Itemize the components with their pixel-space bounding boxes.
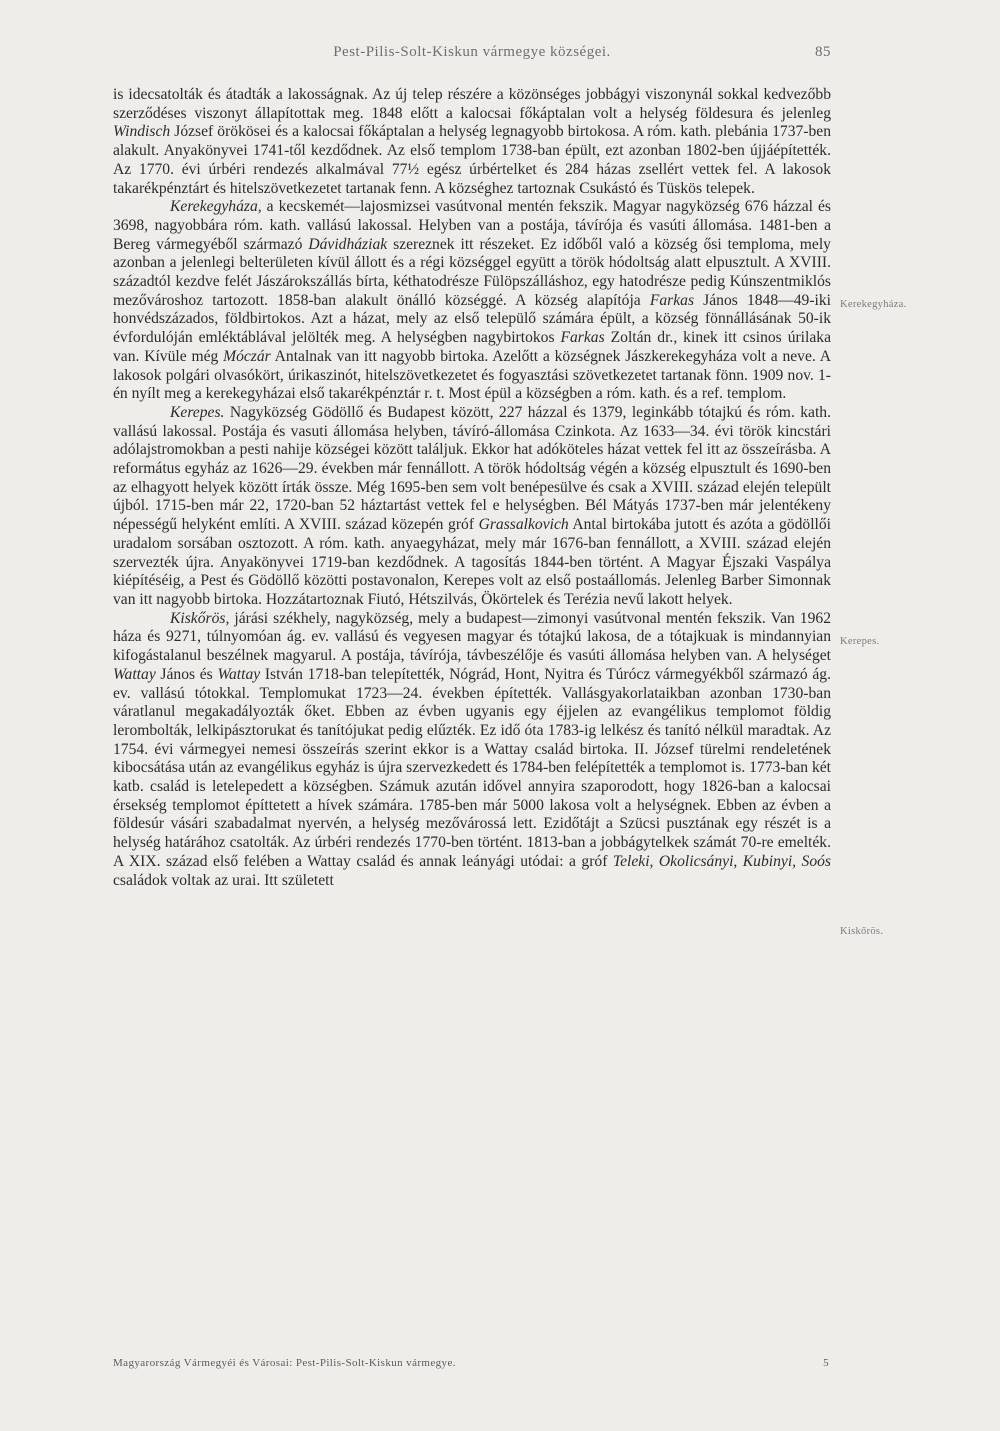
text-run: a kecskemét—lajosmizsei vasútvonal mentén fekszik. Magyar nagyközség 676 házzal és 3698, nagyobbára róm. kath. vallású lakossal. Helyben van a postája, távírója és vasúti állomása. 1481-ben a Bereg vármegyéből származó xyxy=(113,198,831,253)
text-run: Zoltán dr., kinek itt csinos úrilaka van. Kívüle még xyxy=(113,329,831,365)
text-run: szereznek itt részeket. Ez időből való a község ősi temploma, mely azonban a jelenlegi belterületen kívül állott és a régi községgel együtt a török hódoltság alatt elpusztult. A XVIII. századtól kezdve felét Jászárokszállás bírta, kéthatodrésze Fülöpszálláshoz, egy hatodrésze pedig Kúnszentmiklós mezővároshoz tartozott. 1858-ban alakult önálló községgé. A község alapítója xyxy=(113,235,831,309)
italic-name: Teleki, Okolicsányi, Kubinyi, Soós xyxy=(612,852,831,870)
text-run: is idecsatolták és átadták a lakosságnak. Az új telep részére a közönséges jobbágyi viszonynál sokkal kedvezőbb szerződéses viszonyt állapítottak meg. 1848 előtt a kalocsai főkáptalan volt a helység földesura és jelenleg xyxy=(113,86,831,122)
paragraph-1 xyxy=(113,198,831,404)
text-run: családok voltak az urai. Itt született xyxy=(113,871,334,889)
italic-name: Dávidháziak xyxy=(308,235,388,253)
italic-name: Grassalkovich xyxy=(478,516,569,534)
text-run: Nagyközség Gödöllő és Budapest között, 227 házzal és 1379, leginkább tótajkú és róm. kath. vallású lakossal. Postája és vasuti állomása helyben, távíró-állomása Czinkota. Az 1633—34. évi török kincstári adólajstromokban a pesti nahije községei között találjuk. Ekkor hat adóköteles házat vettek fel itt az összeírásba. A református egyház az 1626—29. években már fennállott. A török hódoltság végén a község elpusztult és 1690-ben az elhagyott helyek között írták össze. Még 1695-ben sem volt benépesülve és csak a XVIII. század elején települt újból. 1715-ben már 22, 1720-ban 52 háztartást vettek fel e helységben. Bél Mátyás 1737-ben már jelentékeny népességű helyként említi. A XVIII. század közepén gróf xyxy=(113,403,831,534)
text-run: járási székhely, nagyközség, mely a budapest—zimonyi vasútvonal mentén fekszik. Van 1962 háza és 9271, túlnyomóan ág. ev. vallású és vegyesen magyar és tótajkú lakosa, de a tótajkuak is mindannyian kifogástalanul beszélnek magyarul. A postája, távírója, távbeszélője és vasúti állomása helyben van. A helységet xyxy=(113,609,831,665)
text-run: János 1848—49-iki honvédszázados, földbirtokos. Azt a házat, mely az első települő számára épült, a község fönnállásának 50-ik évfordulóján emléktáblával jelölték meg. A helységben nagybirtokos xyxy=(113,291,831,347)
text-run: József örökösei és a kalocsai főkáptalan a helység legnagyobb birtokosa. A róm. kath. plebánia 1737-ben alakult. Anyakönyvei 1741-től kezdődnek. Az első templom 1738-ban épült, ezt azonban 1802-ben újjáépítették. Az 1770. évi úrbéri rendezés alkalmával 77½ egész úrbértelket és 284 házas zsellért vettek fel. A lakosok takarékpénztárt és hitelszövetkezetet tartanak fenn. A községhez tartoznak Csukástó és Tüskös telepek. xyxy=(113,123,831,197)
paragraph-2 xyxy=(113,404,831,610)
italic-name: Wattay xyxy=(113,665,156,683)
italic-name: Windisch xyxy=(113,123,171,141)
text-run: István 1718-ban telepítették, Nógrád, Hont, Nyitra és Túrócz vármegyékből származó ág. ev. vallású tótokkal. Templomukat 1723—24. években építették. Vallásgyakorlataikban azonban 1730-ban váratlanul megakadályozták őket. Ebben az évben ugyanis egy éjjelen az evangélikus templomot földig lerombolták, lelkipásztorukat és tanítójukat pedig elűzték. Ez idő óta 1783-ig lelkész és tanító nélkül maradtak. Az 1754. évi vármegyei nemesi összeírás szerint ekkor is a Wattay család birtoka. II. József türelmi rendeletének kibocsátása után az evangélikus egyház is újra szervezkedett és 1784-ben felépítették a templomot is. 1773-ban két katb. család is letelepedett a községben. Számuk azután idővel annyira szaporodott, hogy 1826-ban a kalocsai érsekség templomot építtetett a hívek számára. 1785-ben már 5000 lakosa volt a helységnek. Ebben az évben a földesúr vásári szabadalmat nyervén, a helység mezővárossá lett. Ezidőtájt a Szücsi pusztának egy részét is a helység határához csatolták. Az úrbéri rendezés 1770-ben történt. 1813-ban a jobbágytelkek számát 70-re emelték. A XIX. század első felében a Wattay család és annak leányági utódai: a gróf xyxy=(113,665,831,870)
footer-signature-number: 5 xyxy=(823,1357,829,1369)
italic-name: Wattay xyxy=(217,665,261,683)
running-title: Pest-Pilis-Solt-Kiskun vármegye községei. xyxy=(333,44,611,60)
italic-name: Kerekegyháza, xyxy=(170,198,262,216)
margin-note-kiskoros: Kiskőrös. xyxy=(840,926,884,937)
paragraph-0 xyxy=(113,86,831,198)
page-number: 85 xyxy=(815,44,831,60)
margin-note-kerepes: Kerepes. xyxy=(840,636,880,647)
body-text xyxy=(113,86,831,890)
text-run: Antal birtokába jutott és azóta a gödöllői uradalom sorsában osztozott. A róm. kath. anyaegyházat, mely már 1676-ban fennállott, a XVIII. század elején szervezték újra. Anyakönyvei 1719-ban kezdődnek. A tagosítás 1844-ben történt. A Magyar Éjszaki Vaspálya kiépítéséig, a Pest és Gödöllő közötti postavonalon, Kerepes volt az első postaállomás. Jelenleg Barber Simonnak van itt nagyobb birtoka. Hozzátartoznak Fiutó, Hétszilvás, Ökörtelek és Terézia nevű lakott helyek. xyxy=(113,516,831,608)
italic-name: Farkas xyxy=(560,329,605,347)
margin-note-kerekegyhaza: Kerekegyháza. xyxy=(840,299,907,310)
italic-name: Kerepes. xyxy=(170,403,225,421)
italic-name: Farkas xyxy=(649,291,695,309)
italic-name: Móczár xyxy=(223,347,271,365)
footer-series-title: Magyarország Vármegyéi és Városai: Pest-Pilis-Solt-Kiskun vármegye. xyxy=(113,1357,456,1369)
text-run: János és xyxy=(155,665,218,683)
text-run: Antalnak van itt nagyobb birtoka. Azelőtt a községnek Jászkerekegyháza volt a neve. A lakosok polgári olvasókört, úrikaszinót, hitelszövetkezetet és fogyasztási szövetkezetet tartanak fönn. 1909 nov. 1-én nyílt meg a kerekegyházai első takarékpénztár r. t. Most épül a községben a róm. kath. és a ref. templom. xyxy=(113,347,831,403)
paragraph-3 xyxy=(113,610,831,891)
italic-name: Kiskőrös, xyxy=(170,609,230,627)
